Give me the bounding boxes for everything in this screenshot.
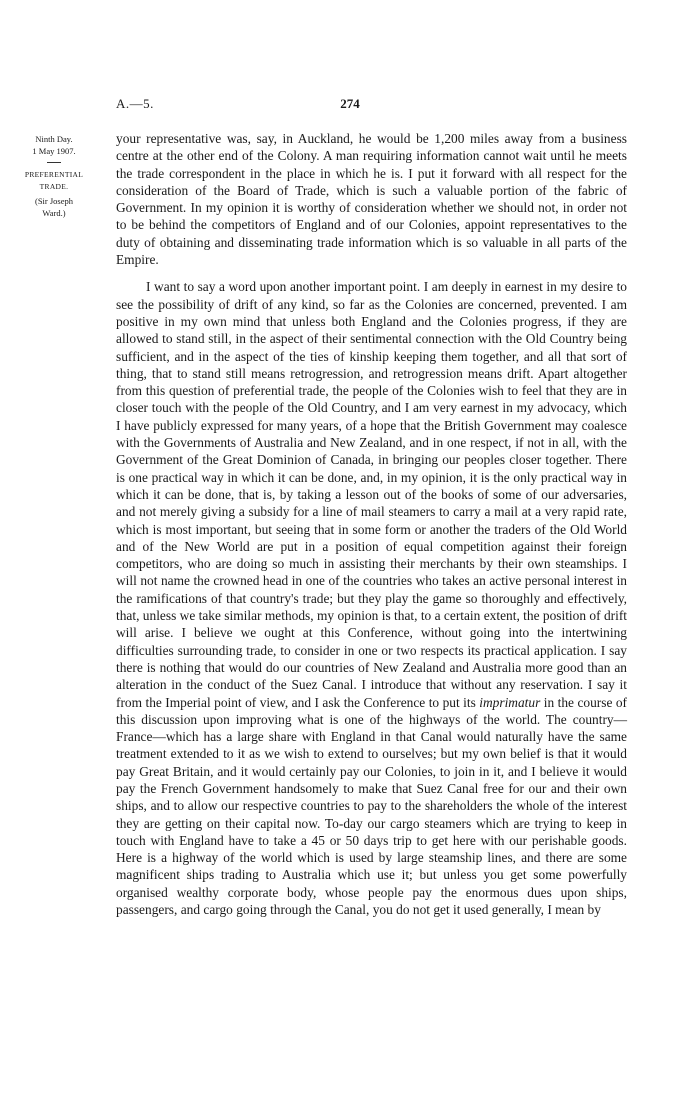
- body-text: [116, 130, 627, 918]
- document-reference: A.—5.: [116, 96, 154, 111]
- margin-date: 1 May 1907.: [32, 145, 76, 156]
- margin-notes: [22, 134, 86, 219]
- margin-topic-line-2: TRADE.: [39, 181, 69, 191]
- margin-topic-line-1: PREFERENTIAL: [24, 170, 84, 179]
- paragraph-1: your representative was, say, in Auckland, he would be 1,200 miles away from a business centre at the other end of the Colony. A man requiring information cannot wait until he meets the trade correspondent in the place in which he is. I put it forward with all respect for the consideration of the Board of Trade, which is such a valuable portion of the fabric of Government. In my opinion it is worthy of consideration whether we should not, in order not to be behind the competitors of England and of our Colonies, appoint representatives to the duty of obtaining and disseminating trade information which is so valuable in all parts of the Empire.: [116, 131, 627, 268]
- margin-speaker-line-2: Ward.): [42, 207, 66, 218]
- paragraph-2-part-a: I want to say a word upon another important point. I am deeply in earnest in my desire to see the possibility of drift of any kind, so far as the Colonies are concerned, prevented. I am positive in my own mind that unless both England and the Colonies progress, if they are allowed to stand still, in the aspect of their sentimental connection with the Old Country being sufficient, and in the aspect of the ties of kinship keeping them together, and all that sort of thing, that to stand still means retrogression, and retrogression means drift. Apart altogether from this question of preferential trade, the people of the Colonies wish to feel that they are in closer touch with the people of the Old Country, and I am very earnest in my advocacy, which I have publicly expressed for many years, of a hope that the British Government may coalesce with the Governments of Australia and New Zealand, and in one respect, if not in all, with the Government of the Great Dominion of Canada, in bringing our peoples closer together. There is one practical way in which it can be done, and, in my opinion, it is the only practical way in which it can be done, that is, by taking a lesson out of the books of some of our adversaries, and not merely giving a subsidy for a line of mail steamers to carry a mail at a very rapid rate, which is most important, but seeing that in some form or another the traders of the Old World and of the New World are put in a position of equal competition against their foreign competitors, who are doing so much in assisting their merchants by their own steamships. I will not name the crowned head in one of the countries who takes an active personal interest in the ramifications of that country's trade; but they play the game so thoroughly and effectively, that, unless we take similar methods, my opinion is that, to a certain extent, the position of drift will arise. I believe we ought at this Conference, without going into the intertwining difficulties surrounding trade, to consider in one or two respects its practical application. I say there is nothing that would do our countries of New Zealand and Australia more good than an alteration in the conduct of the Suez Canal. I introduce that without any reservation. I say it from the Imperial point of view, and I ask the Conference to put its: [116, 279, 627, 710]
- paragraph-2-part-b: in the course of this discussion upon improving what is one of the highways of the world. The country—France—which has a large share with England in that Canal would naturally have the same treatment extended to it as we wish to extend to ourselves; but my own belief is that it would pay Great Britain, and it would certainly pay our Colonies, to join in it, and I believe it would pay the French Government handsomely to make that Suez Canal free for our and their own ships, and to allow our respective countries to pay to the shareholders the whole of the interest they are getting on their capital now. To-day our cargo steamers which are trying to keep in touch with England have to take a 45 or 50 days trip to get here with our perishable goods. Here is a highway of the world which is used by large steamship lines, and there are some magnificent ships trading to Australia which use it; but unless you get some powerfully organised wealthy corporate body, whose people pay the enormous dues upon ships, passengers, and cargo going through the Canal, you do not get it used generally, I mean by: [116, 694, 628, 918]
- page-header: [0, 96, 700, 118]
- paragraph-2: [116, 278, 627, 918]
- margin-speaker-line-1: (Sir Joseph: [34, 196, 73, 206]
- margin-divider: [47, 162, 61, 163]
- page-number: 274: [340, 96, 360, 111]
- margin-day: Ninth Day.: [35, 134, 73, 144]
- paragraph-2-italic-term: imprimatur: [479, 694, 541, 710]
